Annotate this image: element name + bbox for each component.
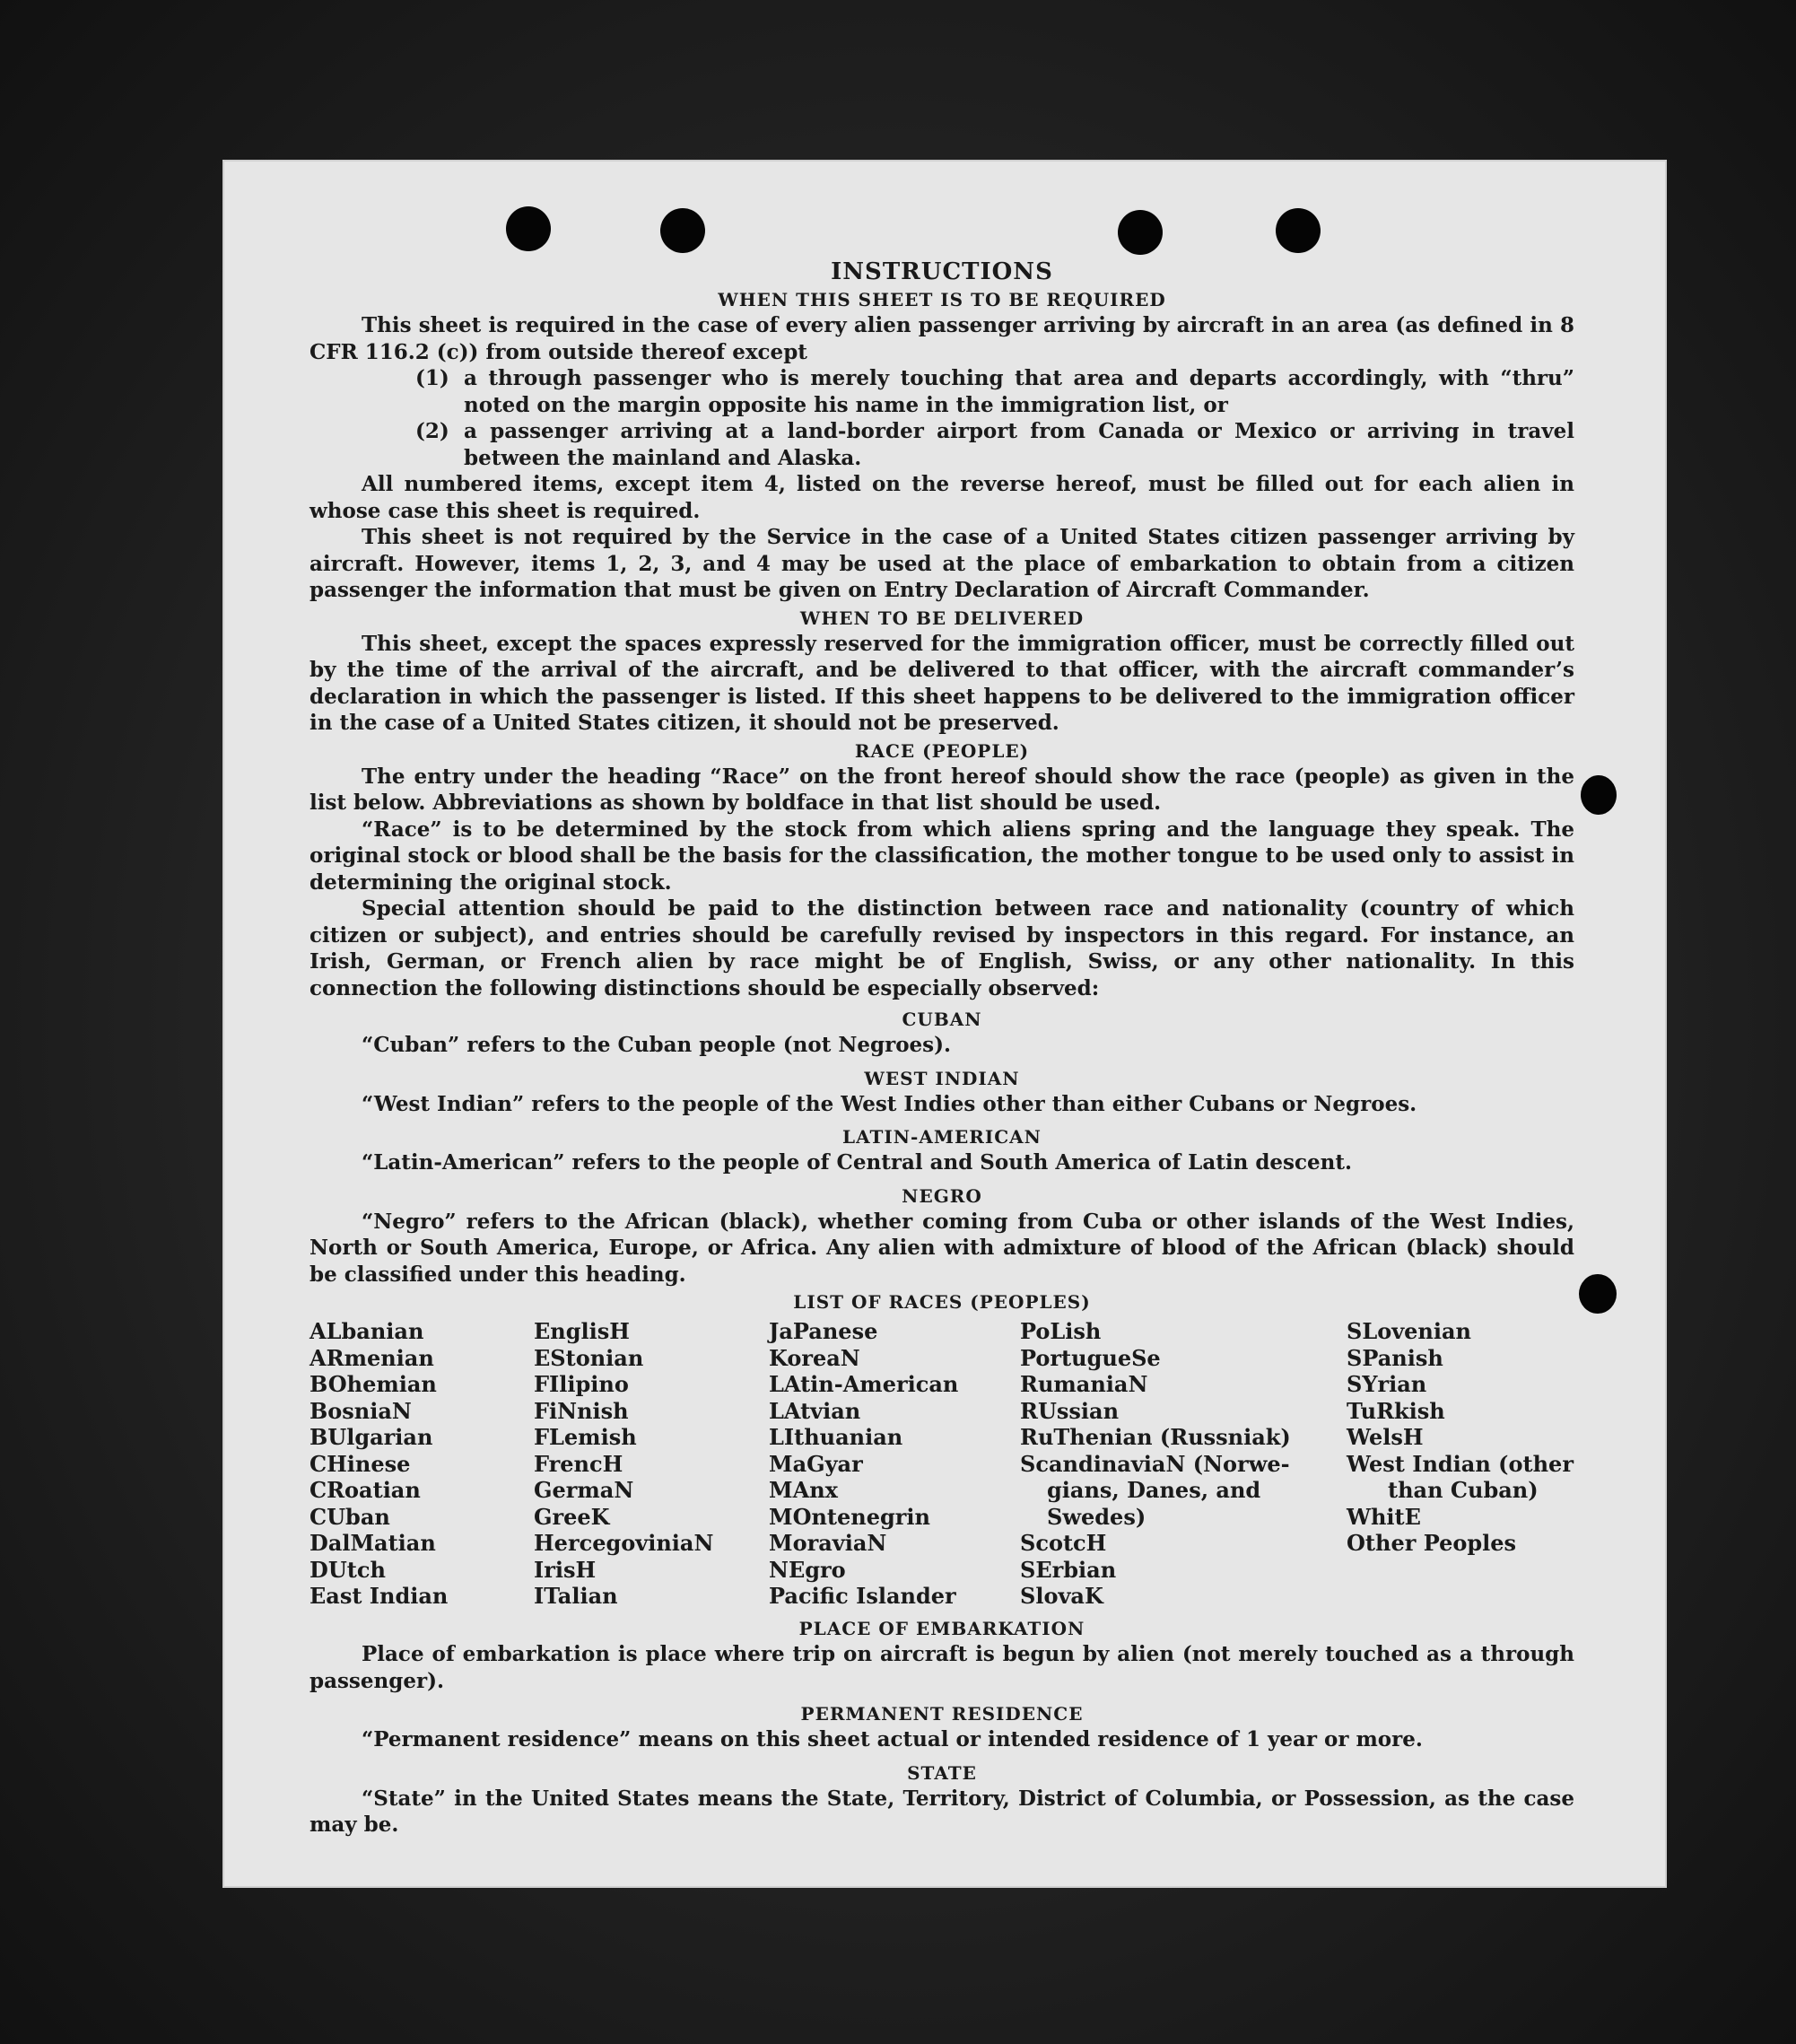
paragraph: Place of embarkation is place where trip on aircraft is begun by alien (not merely touched as a through passenger). — [310, 1642, 1574, 1693]
race-entry: MAnx — [769, 1477, 838, 1503]
races-column — [1347, 1318, 1574, 1557]
race-entry: BUlgarian — [310, 1424, 433, 1450]
paragraph: “Negro” refers to the African (black), whether coming from Cuba or other islands of the West Indies, North or South America, Europe, or Africa. Any alien with admixture of blood of the African (black) should be classified under this heading. — [310, 1209, 1574, 1287]
race-entry: NEgro — [769, 1556, 846, 1583]
paragraph: “West Indian” refers to the people of the West Indies other than either Cubans or Negroes. — [362, 1091, 1417, 1116]
section-heading: CUBAN — [902, 1009, 982, 1030]
race-entry: HercegoviniaN — [534, 1530, 714, 1556]
race-entry: GreeK — [534, 1503, 610, 1530]
race-entry: East Indian — [310, 1583, 449, 1609]
paragraph: “Cuban” refers to the Cuban people (not Negroes). — [362, 1033, 952, 1057]
punch-hole — [1579, 1274, 1617, 1314]
race-entry: SLovenian — [1347, 1318, 1471, 1344]
races-column — [1020, 1318, 1291, 1610]
race-entry: PoLish — [1020, 1318, 1102, 1344]
race-entry: ITalian — [534, 1583, 618, 1609]
race-entry: BosniaN — [310, 1397, 412, 1424]
races-column — [534, 1318, 713, 1610]
paragraph: This sheet is required in the case of every alien passenger arriving by aircraft in an area (as defined in 8 CFR 116.2 (c)) from outside thereof except — [310, 313, 1574, 364]
paragraph: This sheet is not required by the Service in the case of a United States citizen passenger arriving by aircraft. However, items 1, 2, 3, and 4 may be used at the place of embarkation to obtain from a citizen passenger the information that must be given on Entry Declaration of Aircraft Commander. — [310, 525, 1574, 602]
punch-hole — [1276, 208, 1321, 253]
race-entry: SErbian — [1020, 1556, 1117, 1583]
race-entry: DalMatian — [310, 1530, 436, 1556]
race-entry: Pacific Islander — [769, 1583, 956, 1609]
document-page — [224, 162, 1665, 1886]
paragraph: “Latin-American” refers to the people of Central and South America of Latin descent. — [362, 1150, 1352, 1175]
race-entry: JaPanese — [769, 1318, 878, 1344]
paragraph: The entry under the heading “Race” on the front hereof should show the race (people) as given in the list below. Abbreviations as shown by boldface in that list should be used. — [310, 764, 1574, 815]
race-entry: FIlipino — [534, 1371, 629, 1397]
race-entry: gians, Danes, and — [1047, 1477, 1261, 1503]
races-list — [310, 1318, 1574, 1614]
race-entry: EStonian — [534, 1344, 644, 1371]
race-entry: CHinese — [310, 1450, 411, 1477]
paragraph: “Race” is to be determined by the stock from which aliens spring and the language they speak. The original stock or blood shall be the basis for the classification, the mother tongue to be used only to assist in determining the original stock. — [310, 817, 1574, 895]
race-entry: CUban — [310, 1503, 390, 1530]
race-entry: RUssian — [1020, 1397, 1120, 1424]
list-item: (1) a through passenger who is merely touching that area and departs accordingly, with “thru” noted on the margin opposite his name in the immigration list, or — [415, 366, 1574, 417]
race-entry: SPanish — [1347, 1344, 1443, 1371]
race-entry: FrencH — [534, 1450, 623, 1477]
paragraph: Special attention should be paid to the distinction between race and nationality (country of which citizen or subject), and entries should be carefully revised by inspectors in this regard. For instance, an Irish, German, or French alien by race might be of English, Swiss, or any other nationality. In this connection the following distinctions should be especially observed: — [310, 896, 1574, 1000]
punch-hole — [1118, 210, 1163, 255]
list-item: (2) a passenger arriving at a land-border airport from Canada or Mexico or arriving in travel between the mainland and Alaska. — [415, 419, 1574, 470]
race-entry: BOhemian — [310, 1371, 437, 1397]
race-entry: EnglisH — [534, 1318, 630, 1344]
race-entry: MOntenegrin — [769, 1503, 930, 1530]
race-entry: DUtch — [310, 1556, 386, 1583]
race-entry: MaGyar — [769, 1450, 863, 1477]
paragraph: “State” in the United States means the State, Territory, District of Columbia, or Possession, as the case may be. — [310, 1786, 1574, 1837]
section-heading: NEGRO — [902, 1184, 982, 1207]
section-heading: LIST OF RACES (PEOPLES) — [793, 1291, 1091, 1313]
races-column — [769, 1318, 958, 1610]
race-entry: Other Peoples — [1347, 1530, 1517, 1556]
race-entry: WelsH — [1347, 1424, 1424, 1450]
section-heading: PLACE OF EMBARKATION — [798, 1618, 1085, 1639]
race-entry: FiNnish — [534, 1397, 629, 1424]
page-title: INSTRUCTIONS — [831, 258, 1053, 285]
punch-hole — [1581, 775, 1617, 815]
race-entry: MoraviaN — [769, 1530, 887, 1556]
section-heading: PERMANENT RESIDENCE — [800, 1703, 1084, 1725]
race-entry: WhitE — [1347, 1503, 1421, 1530]
race-entry: GermaN — [534, 1477, 634, 1503]
race-entry: ScotcH — [1020, 1530, 1107, 1556]
race-entry: SYrian — [1347, 1371, 1427, 1397]
race-entry: than Cuban) — [1388, 1477, 1539, 1503]
race-entry: LIthuanian — [769, 1424, 903, 1450]
race-entry: West Indian (other — [1347, 1450, 1574, 1477]
punch-hole — [660, 208, 705, 253]
race-entry: RuThenian (Russniak) — [1020, 1424, 1291, 1450]
race-entry: KoreaN — [769, 1344, 860, 1371]
paragraph: All numbered items, except item 4, listed on the reverse hereof, must be filled out for each alien in whose case this sheet is required. — [310, 472, 1574, 523]
instructions-body — [310, 258, 1574, 1839]
paragraph: This sheet, except the spaces expressly reserved for the immigration officer, must be correctly filled out by the time of the arrival of the aircraft, and be delivered to that officer, with the aircraft commander’s declaration in which the passenger is listed. If this sheet happens to be delivered to the immigration officer in the case of a United States citizen, it should not be preserved. — [310, 631, 1574, 735]
race-entry: SlovaK — [1020, 1583, 1103, 1609]
race-entry: CRoatian — [310, 1477, 421, 1503]
race-entry: ScandinaviaN (Norwe- — [1020, 1450, 1290, 1477]
race-entry: FLemish — [534, 1424, 637, 1450]
race-entry: ALbanian — [310, 1318, 424, 1344]
race-entry: IrisH — [534, 1556, 597, 1583]
section-heading: WEST INDIAN — [864, 1067, 1020, 1089]
punch-hole — [506, 206, 551, 251]
race-entry: LAtvian — [769, 1397, 861, 1424]
section-heading: LATIN-AMERICAN — [842, 1126, 1042, 1148]
paragraph: “Permanent residence” means on this sheet actual or intended residence of 1 year or more. — [362, 1727, 1423, 1751]
section-heading: WHEN THIS SHEET IS TO BE REQUIRED — [718, 289, 1166, 310]
race-entry: ARmenian — [310, 1344, 434, 1371]
section-heading: RACE (PEOPLE) — [854, 739, 1030, 762]
race-entry: PortugueSe — [1020, 1344, 1161, 1371]
race-entry: LAtin-American — [769, 1371, 959, 1397]
races-column — [310, 1318, 448, 1610]
race-entry: Swedes) — [1047, 1503, 1146, 1530]
section-heading: WHEN TO BE DELIVERED — [799, 607, 1085, 629]
race-entry: RumaniaN — [1020, 1371, 1148, 1397]
section-heading: STATE — [907, 1761, 977, 1784]
race-entry: TuRkish — [1347, 1397, 1445, 1424]
